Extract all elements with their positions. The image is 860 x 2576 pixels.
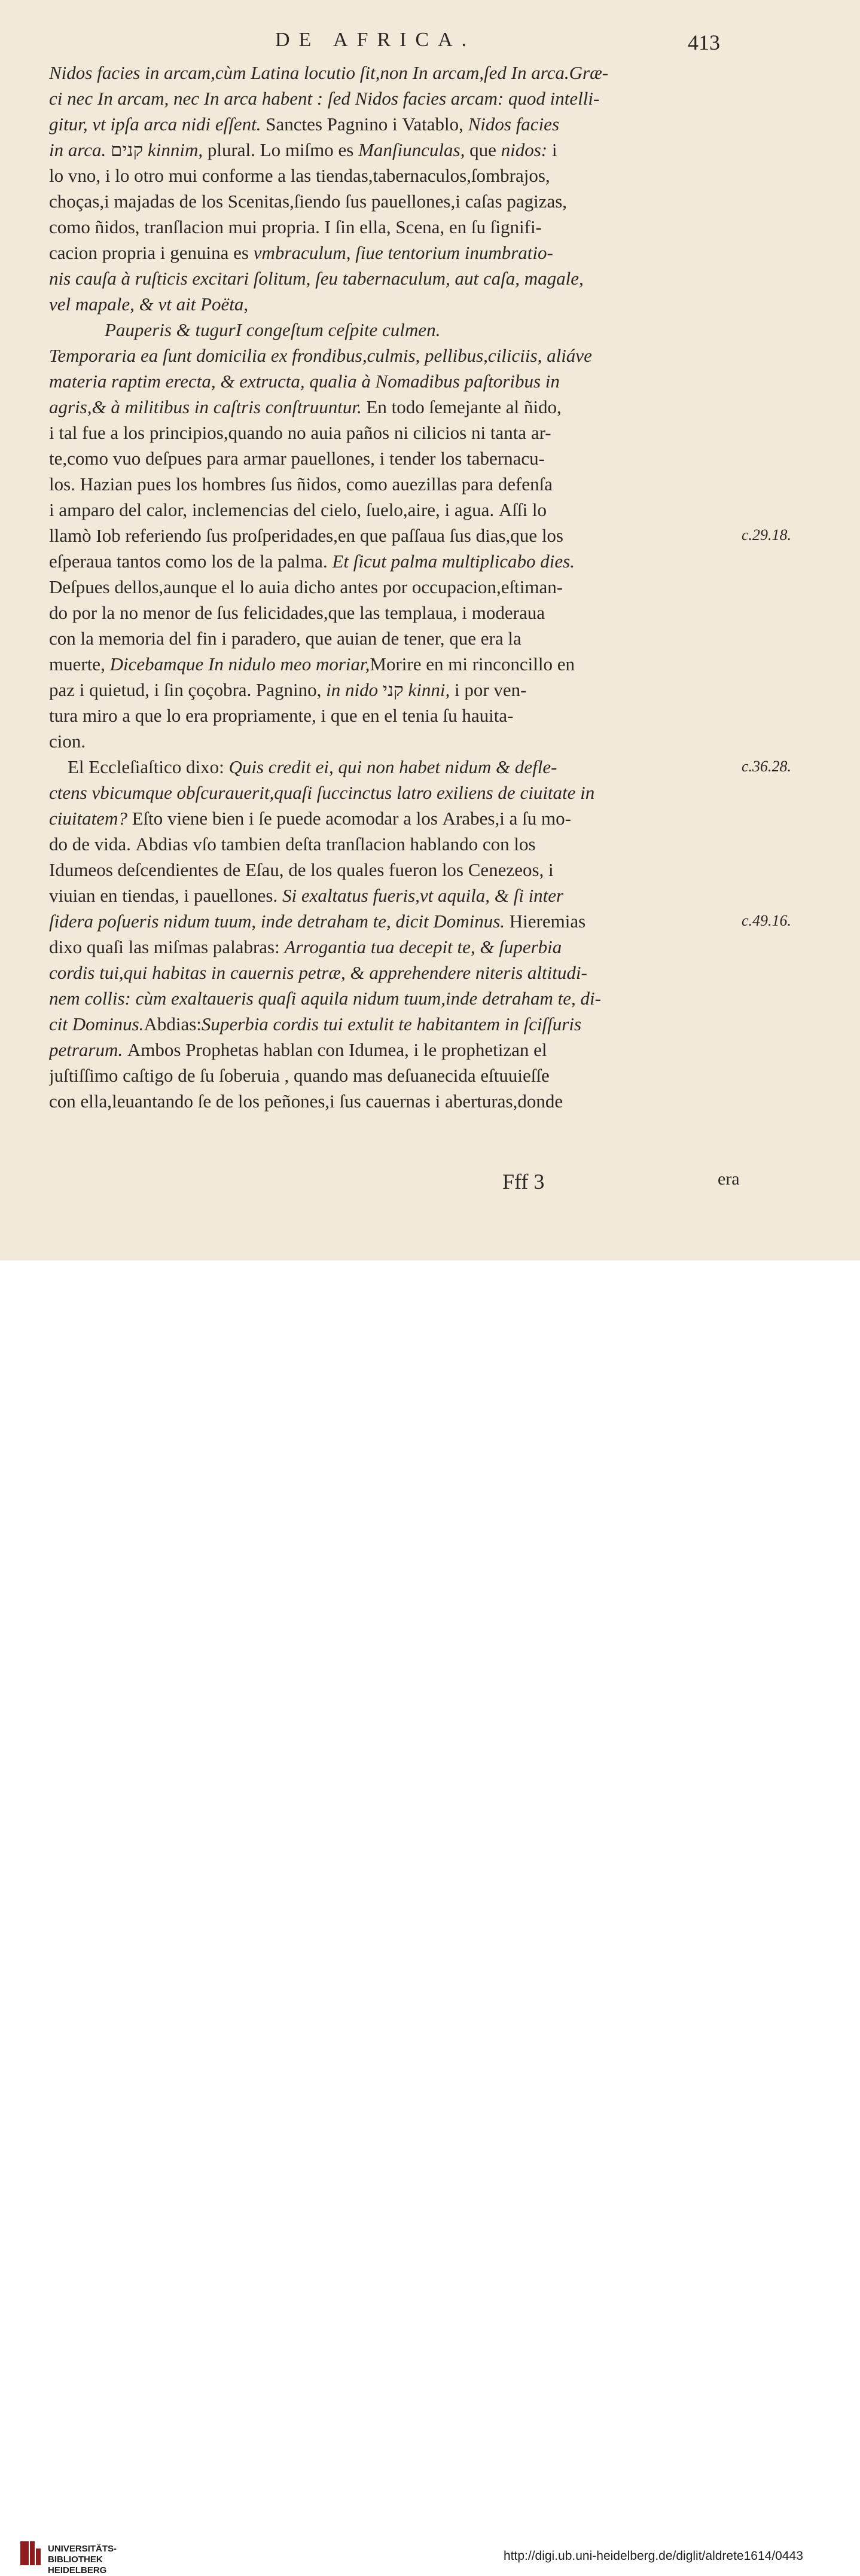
latin-quote-run: ci nec In arcam, nec In arca habent : ſed Nidos facies arcam: quod intelli-: [49, 88, 600, 109]
text-line: [49, 60, 743, 86]
latin-quote-run: in nido: [326, 679, 379, 700]
text-line: [49, 368, 743, 394]
text-line: [49, 163, 743, 188]
text-line: [49, 317, 743, 343]
text-run: i amparo del calor, inclemencias del cielo, ſuelo,aire, i agua. Aſſi lo: [49, 499, 547, 520]
text-run: eſperaua tantos como los de la palma.: [49, 551, 333, 572]
text-run: Ambos Prophetas hablan con Idumea, i le prophetizan el: [123, 1039, 547, 1060]
text-line: [49, 728, 743, 754]
text-run: Abdias:: [144, 1014, 202, 1034]
text-run: llamò Iob referiendo ſus proſperidades,en que paſſaua ſus dias,que los: [49, 525, 563, 546]
text-run: choças,i majadas de los Scenitas,ſiendo ſus pauellones,i caſas pagizas,: [49, 191, 568, 212]
text-line: [49, 1088, 743, 1114]
text-line: [49, 111, 743, 137]
text-line: [49, 188, 743, 214]
catchword: era: [718, 1169, 740, 1189]
running-head: DE AFRICA.: [275, 29, 476, 51]
text-line: [49, 343, 743, 368]
latin-quote-run: kinni,: [408, 679, 450, 700]
text-line: [49, 471, 743, 497]
margin-citation: c.36.28.: [742, 758, 792, 775]
text-run: קני: [378, 679, 408, 700]
text-line: [49, 497, 743, 523]
text-run: viuian en tiendas, i pauellones.: [49, 885, 282, 906]
latin-quote-run: Arrogantia tua decepit te, & ſuperbia: [284, 936, 562, 957]
text-run: Deſpues dellos,aunque el lo auia dicho antes por occupacion,eſtiman-: [49, 576, 563, 597]
text-line: [49, 805, 743, 831]
text-run: Morire en mi rinconcillo en: [370, 654, 575, 674]
text-run: Idumeos deſcendientes de Eſau, de los quales fueron los Cenezeos, i: [49, 859, 554, 880]
text-run: plural. Lo miſmo es: [203, 139, 359, 160]
text-line: [49, 1063, 743, 1088]
latin-quote-run: nis cauſa à ruſticis excitari ſolitum, ſeu tabernaculum, aut caſa, magale,: [49, 268, 584, 289]
text-run: Hieremias: [505, 911, 586, 932]
text-line: [49, 857, 743, 883]
text-line: [49, 445, 743, 471]
text-run: i tal fue a los principios,quando no auia paños ni cilicios ni tanta ar-: [49, 422, 551, 443]
text-line: [49, 831, 743, 857]
text-line: [49, 137, 743, 163]
text-run: Eſto viene bien i ſe puede acomodar a los Arabes,i a ſu mo-: [127, 808, 571, 829]
text-run: juſtiſſimo caſtigo de ſu ſoberuia , quando mas deſuanecida eſtuuieſſe: [49, 1065, 550, 1086]
latin-quote-run: ciuitatem?: [49, 808, 127, 829]
latin-quote-run: cit Dominus.: [49, 1014, 144, 1034]
text-line: [49, 240, 743, 265]
text-line: [49, 523, 743, 548]
text-line: [49, 883, 743, 908]
viewer-footer: [0, 1260, 860, 2575]
text-line: [49, 214, 743, 240]
latin-quote-run: ſidera poſueris nidum tuum, inde detraham te, dicit Dominus.: [49, 911, 505, 932]
latin-quote-run: in arca.: [49, 139, 106, 160]
latin-quote-run: Si exaltatus fueris,vt aquila, & ſi inter: [282, 885, 564, 906]
latin-quote-run: Et ſicut palma multiplicabo dies.: [332, 551, 575, 572]
text-line: [49, 985, 743, 1011]
permalink-url[interactable]: http://digi.ub.uni-heidelberg.de/diglit/aldrete1614/0443: [504, 2549, 803, 2563]
text-line: [49, 265, 743, 291]
latin-quote-run: materia raptim erecta, & extructa, qualia à Nomadibus paſtoribus in: [49, 371, 560, 392]
text-line: [49, 625, 743, 651]
latin-quote-run: Temporaria ea ſunt domicilia ex frondibus,culmis, pellibus,ciliciis, aliáve: [49, 345, 592, 366]
text-line: [49, 1037, 743, 1063]
text-run: como ñidos, tranſlacion mui propria. I ſin ella, Scena, en ſu ſignifi-: [49, 216, 542, 237]
library-name-line: UNIVERSITÄTS-: [48, 2544, 117, 2554]
text-line: [49, 574, 743, 600]
margin-citation: c.49.16.: [742, 912, 792, 929]
library-name-line: BIBLIOTHEK: [48, 2554, 103, 2565]
text-run: i por ven-: [450, 679, 527, 700]
library-logo-icon: [19, 2540, 43, 2566]
text-line: [49, 86, 743, 111]
text-run: cion.: [49, 731, 86, 752]
text-line: [49, 780, 743, 805]
page-number: 413: [688, 30, 720, 54]
text-line: [49, 908, 743, 934]
latin-quote-run: Manſiunculas,: [358, 139, 465, 160]
latin-quote-run: Superbia cordis tui extulit te habitantem in ſciſſuris: [201, 1014, 582, 1034]
text-run: Sanctes Pagnino i Vatablo,: [261, 114, 468, 135]
latin-quote-run: agris,& à militibus in caſtris conſtruuntur.: [49, 396, 362, 417]
latin-quote-run: vmbraculum, ſiue tentorium inumbratio-: [253, 242, 553, 263]
text-run: tura miro a que lo era propriamente, i que en el tenia ſu hauita-: [49, 705, 514, 726]
text-run: que: [465, 139, 501, 160]
text-run: El Eccleſiaſtico dixo:: [49, 756, 229, 777]
latin-quote-run: Pauperis & tugurI congeſtum ceſpite culmen.: [49, 319, 441, 340]
text-run: En todo ſemejante al ñido,: [361, 396, 562, 417]
text-line: [49, 291, 743, 317]
latin-quote-run: Dicebamque In nidulo meo moriar,: [109, 654, 370, 674]
margin-citation: c.29.18.: [742, 526, 792, 544]
text-line: [49, 1011, 743, 1037]
text-run: te,como vuo deſpues para armar pauellones, i tender los tabernacu-: [49, 448, 545, 469]
text-line: [49, 394, 743, 420]
text-line: [49, 960, 743, 985]
text-line: [49, 754, 743, 780]
text-run: lo vno, i lo otro mui conforme a las tiendas,tabernaculos,ſombrajos,: [49, 165, 550, 186]
latin-quote-run: nidos:: [501, 139, 548, 160]
latin-quote-run: kinnim,: [147, 139, 203, 160]
text-run: muerte,: [49, 654, 110, 674]
text-run: los. Hazian pues los hombres ſus ñidos, como auezillas para defenſa: [49, 474, 553, 495]
text-run: con la memoria del fin i paradero, que auian de tener, que era la: [49, 628, 522, 649]
library-name: [48, 2544, 117, 2576]
latin-quote-run: ctens vbicumque obſcurauerit,quaſi ſuccinctus latro exiliens de ciuitate in: [49, 782, 595, 803]
latin-quote-run: nem collis: cùm exaltaueris quaſi aquila nidum tuum,inde detraham te, di-: [49, 988, 601, 1009]
text-run: cacion propria i genuina es: [49, 242, 254, 263]
latin-quote-run: Nidos facies in arcam,cùm Latina locutio ſit,non In arcam,ſed In arca.Græ-: [49, 62, 609, 83]
latin-quote-run: petrarum.: [49, 1039, 123, 1060]
text-run: do de vida. Abdias vſo tambien deſta tranſlacion hablando con los: [49, 834, 536, 854]
latin-quote-run: vel mapale, & vt ait Poëta,: [49, 294, 249, 315]
signature-mark: Fff 3: [502, 1170, 545, 1194]
latin-quote-run: cordis tui,qui habitas in cauernis petræ, & apprehendere niteris altitudi-: [49, 962, 587, 983]
text-run: paz i quietud, i ſin çoçobra. Pagnino,: [49, 679, 327, 700]
text-line: [49, 548, 743, 574]
library-name-line: HEIDELBERG: [48, 2565, 107, 2575]
text-line: [49, 677, 743, 703]
latin-quote-run: Quis credit ei, qui non habet nidum & defle-: [228, 756, 557, 777]
text-run: con ella,leuantando ſe de los peñones,i ſus cauernas i aberturas,donde: [49, 1091, 563, 1112]
text-line: [49, 600, 743, 625]
text-line: [49, 651, 743, 677]
text-line: [49, 934, 743, 960]
latin-quote-run: Nidos facies: [468, 114, 560, 135]
latin-quote-run: gitur, vt ipſa arca nidi eſſent.: [49, 114, 261, 135]
text-run: i: [547, 139, 557, 160]
text-run: do por la no menor de ſus felicidades,que las templaua, i moderaua: [49, 602, 545, 623]
text-run: קנים: [106, 139, 148, 160]
text-run: dixo quaſi las miſmas palabras:: [49, 936, 285, 957]
text-line: [49, 420, 743, 445]
text-line: [49, 703, 743, 728]
